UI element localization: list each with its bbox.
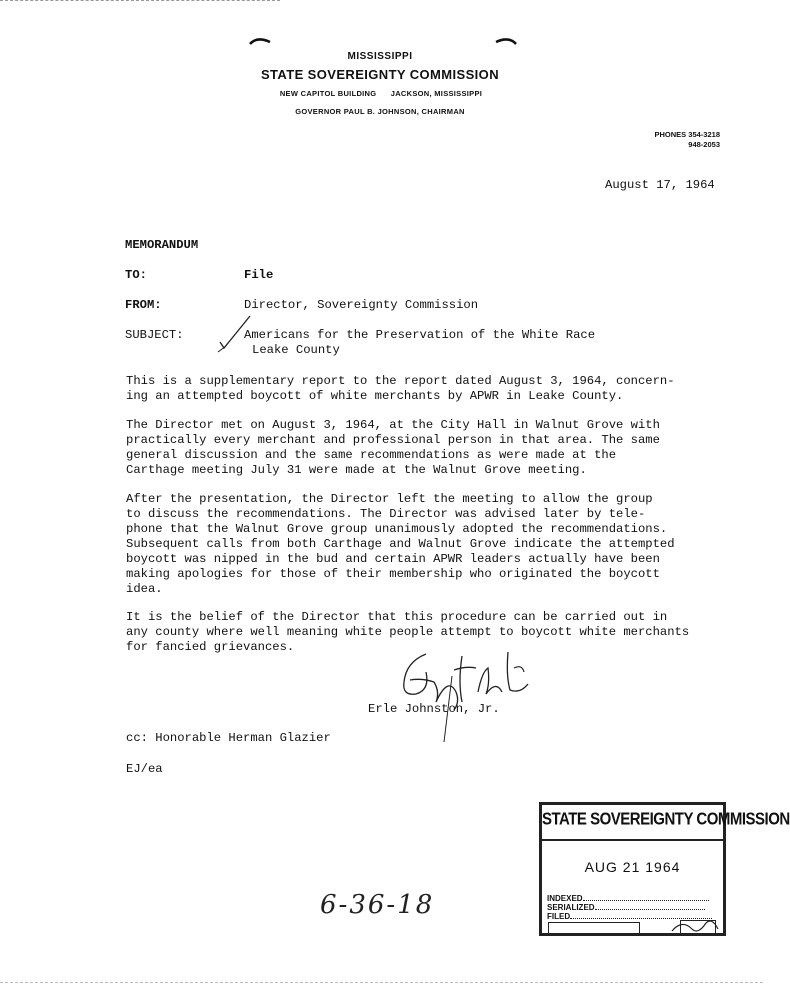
paragraph-line: any county where well meaning white people attempt to boycott white merchants [126, 625, 690, 639]
from-value: Director, Sovereignty Commission [244, 298, 479, 312]
letterhead-phones [600, 130, 720, 150]
paragraph-line: to discuss the recommendations. The Director was advised later by tele- [126, 507, 646, 521]
stamp-field-box [548, 922, 640, 934]
phone-1: 354-3218 [688, 130, 720, 139]
handwritten-file-number: 6-36-18 [320, 890, 435, 920]
paragraph-2 [126, 418, 716, 478]
paragraph-line: The Director met on August 3, 1964, at the City Hall in Walnut Grove with [126, 418, 660, 432]
handwritten-signature-icon [396, 632, 546, 744]
paragraph-line: general discussion and the same recommendations as were made at the [126, 448, 617, 462]
paragraph-line: phone that the Walnut Grove group unanimously adopted the recommendations. [126, 522, 668, 536]
top-border [0, 0, 280, 1]
letterhead-state: MISSISSIPPI [347, 51, 413, 62]
letterhead-governor: GOVERNOR PAUL B. JOHNSON, CHAIRMAN [295, 107, 465, 116]
typist-initials: EJ/ea [126, 762, 163, 776]
subject-line-1: Americans for the Preservation of the White Race [244, 328, 596, 342]
paragraph-line: for fancied grievances. [126, 640, 295, 654]
stamp-handwritten-initials-icon [668, 915, 724, 937]
paragraph-line: It is the belief of the Director that this procedure can be carried out in [126, 610, 668, 624]
paragraph-1 [126, 374, 716, 404]
cc-line: cc: Honorable Herman Glazier [126, 731, 331, 745]
letterhead-city: JACKSON, MISSISSIPPI [390, 89, 483, 98]
paragraph-line: making apologies for those of their membership who originated the boycott [126, 567, 660, 581]
paragraph-line: idea. [126, 582, 163, 596]
stamp-indexed: INDEXED [547, 894, 583, 903]
subject-label: SUBJECT: [125, 328, 184, 342]
phone-2: 948-2053 [688, 140, 720, 149]
memo-date: August 17, 1964 [605, 178, 715, 192]
signatory-name: Erle Johnston, Jr. [368, 702, 500, 716]
received-stamp [539, 802, 790, 936]
stamp-filed: FILED [547, 912, 571, 921]
memo-heading: MEMORANDUM [125, 238, 199, 252]
paragraph-line: Carthage meeting July 31 were made at the Walnut Grove meeting. [126, 463, 587, 477]
from-label: FROM: [125, 298, 162, 312]
paragraph-line: Subsequent calls from both Carthage and Walnut Grove indicate the attempted [126, 537, 675, 551]
paragraph-line: This is a supplementary report to the report dated August 3, 1964, concern- [126, 374, 675, 388]
subject-line-2: Leake County [252, 343, 340, 357]
stamp-heading: STATE SOVEREIGNTY COMMISSION [542, 809, 790, 830]
paragraph-line: After the presentation, the Director left the meeting to allow the group [126, 492, 653, 506]
paragraph-3 [126, 492, 716, 597]
stamp-serialized: SERIALIZED [547, 903, 595, 912]
letterhead-ornament-right-icon [495, 36, 517, 46]
letterhead-address [246, 89, 516, 98]
paragraph-line: ing an attempted boycott of white merchants by APWR in Leake County. [126, 389, 624, 403]
to-label: TO: [125, 268, 147, 282]
paragraph-line: practically every merchant and professional person in that area. The same [126, 433, 660, 447]
to-value: File [244, 268, 274, 282]
letterhead-building: NEW CAPITOL BUILDING [279, 89, 377, 98]
letterhead-organization: STATE SOVEREIGNTY COMMISSION [260, 67, 499, 82]
letterhead-ornament-left-icon [249, 36, 271, 46]
phones-label: PHONES [654, 130, 687, 139]
stamp-divider [542, 839, 723, 841]
paragraph-line: boycott was nipped in the bud and certain APWR leaders actually have been [126, 552, 660, 566]
stamp-date: AUG 21 1964 [584, 859, 681, 875]
bottom-border [0, 982, 763, 983]
